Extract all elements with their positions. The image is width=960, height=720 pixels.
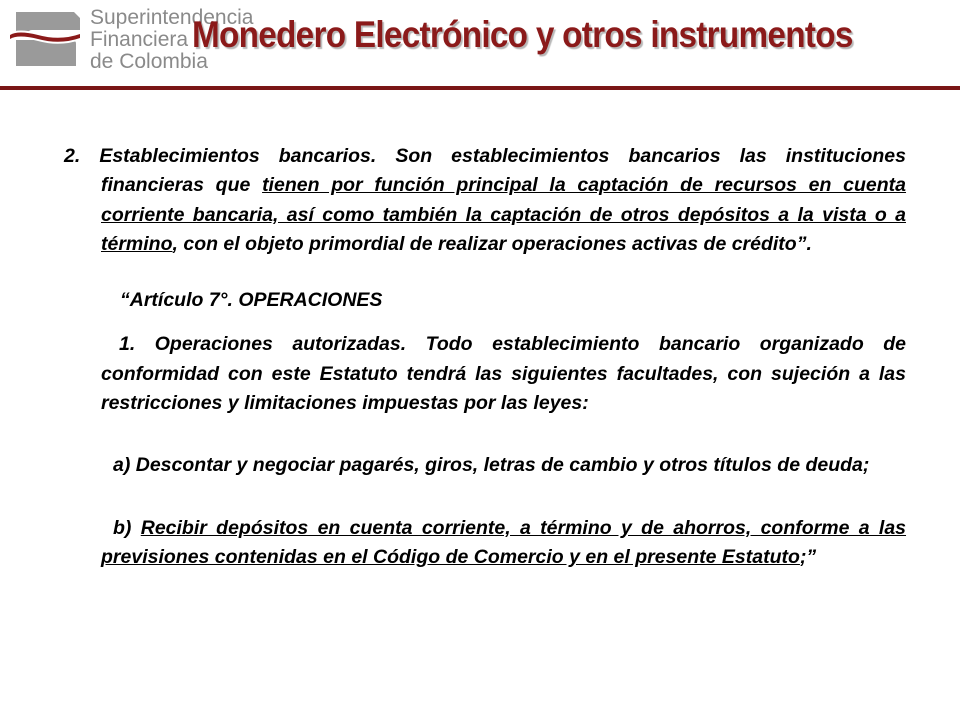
slide-body bbox=[64, 142, 906, 572]
logo-line-3: de Colombia bbox=[90, 50, 208, 73]
lead-punctuation: . bbox=[370, 145, 377, 167]
item-b-label: b) bbox=[113, 516, 141, 539]
paragraph-operaciones bbox=[64, 330, 906, 418]
paragraph-number: 2. bbox=[64, 145, 81, 167]
definition-intro: Son establecimientos bancarios las instituciones financieras que bbox=[101, 145, 907, 197]
item-a-text: a) Descontar y negociar pagarés, giros, letras de cambio y otros títulos de deuda; bbox=[113, 454, 870, 477]
term-establecimientos: Establecimientos bancarios bbox=[99, 145, 371, 167]
list-item-a bbox=[64, 451, 906, 480]
operaciones-text: 1. Operaciones autorizadas. Todo establecimiento bancario organizado de conformidad con este Estatuto tendrá las siguientes facultades, con sujeción a las restricciones y limitaciones impuestas por las leyes: bbox=[101, 333, 906, 415]
article-heading: “Artículo 7°. OPERACIONES bbox=[120, 289, 383, 312]
definition-underlined: tienen por función principal la captación de recursos en cuenta corriente bancaria, así como también la captación de otros depósitos a la vista o a término bbox=[101, 174, 907, 255]
logo bbox=[8, 8, 82, 70]
logo-line-2: Financiera bbox=[90, 28, 189, 51]
item-b-tail: ;” bbox=[799, 545, 817, 568]
paragraph-establecimientos bbox=[64, 142, 906, 259]
superfinanciera-logo-icon bbox=[8, 8, 82, 70]
slide-title: Monedero Electrónico y otros instrumentos bbox=[192, 14, 853, 55]
item-b-underlined: Recibir depósitos en cuenta corriente, a término y de ahorros, conforme a las previsiones contenidas en el Código de Comercio y en el presente Estatuto bbox=[101, 516, 907, 568]
logo-line-1: Superintendencia bbox=[90, 6, 254, 29]
definition-tail: , con el objeto primordial de realizar operaciones activas de crédito”. bbox=[172, 232, 812, 255]
header-divider bbox=[0, 86, 960, 90]
list-item-b bbox=[64, 514, 906, 573]
